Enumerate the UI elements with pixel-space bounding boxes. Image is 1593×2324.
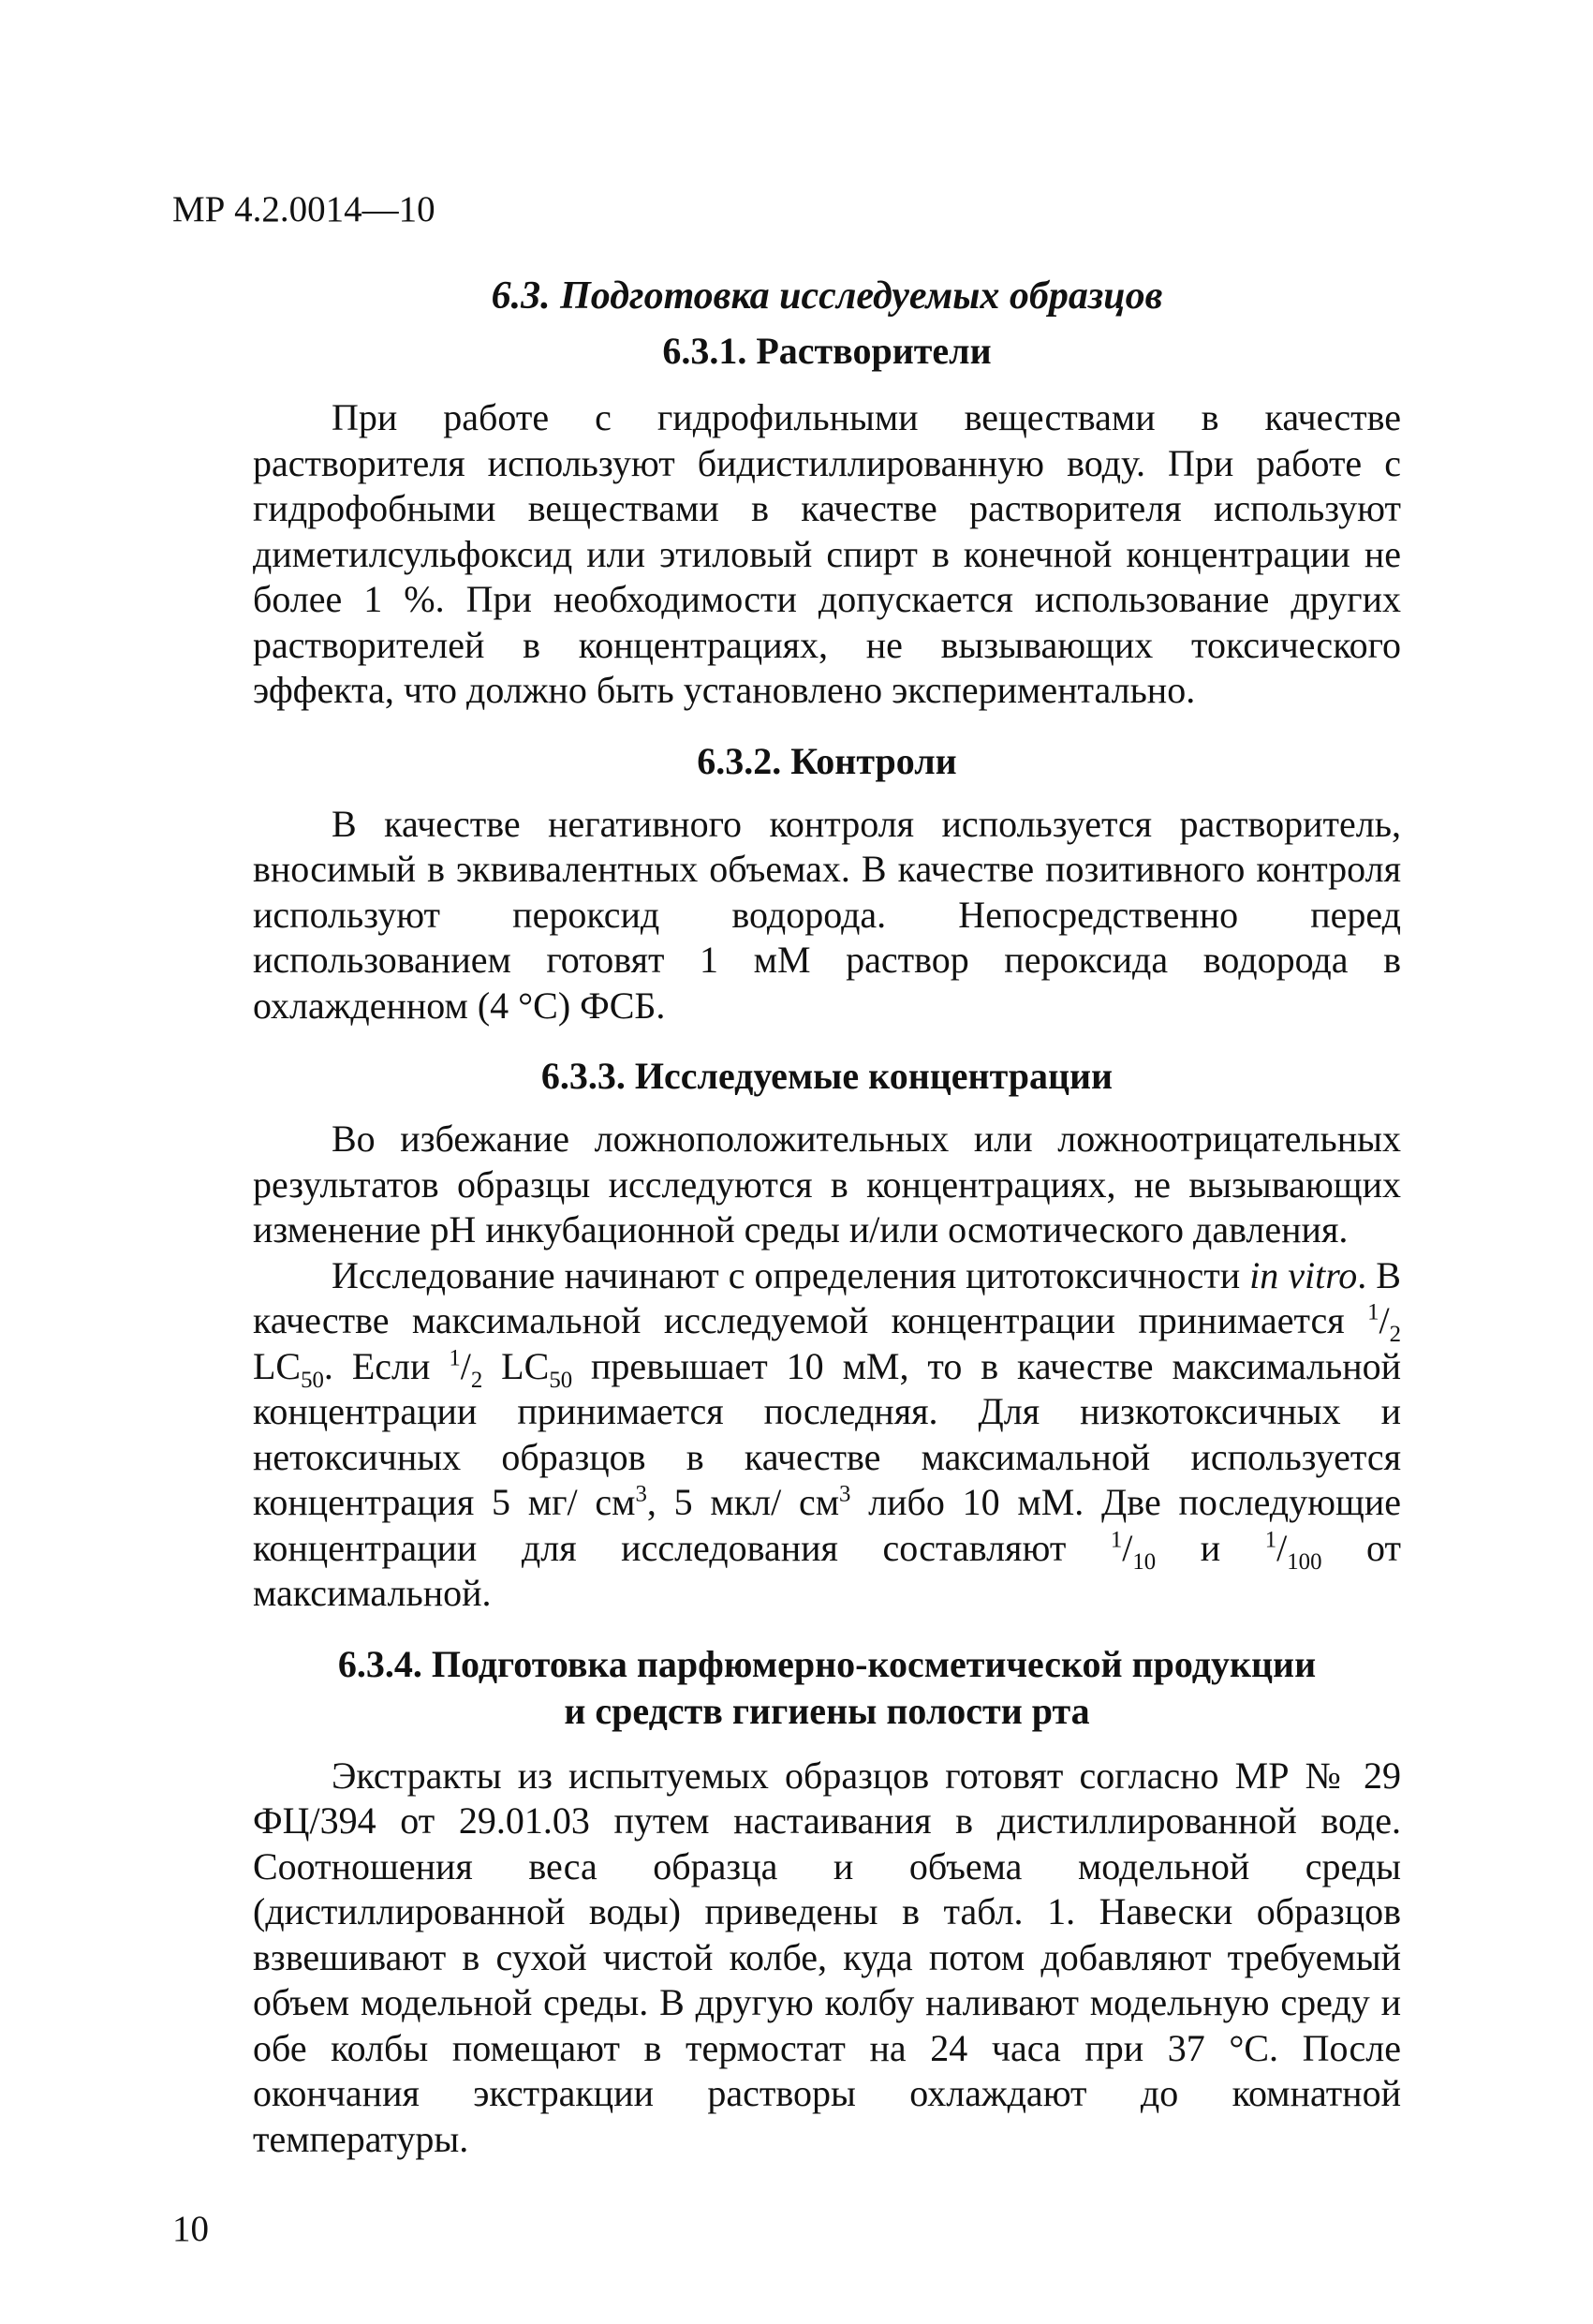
section-title: 6.3. Подготовка исследуемых образцов (491, 274, 1163, 318)
subsection-title-cosmetics: 6.3.4. Подготовка парфюмерно-косметической продукции и средств гигиены полости рта (337, 1642, 1317, 1732)
fraction-half: $^1/_2$ (449, 1344, 483, 1393)
page-number: 10 (172, 2209, 209, 2249)
fraction-half: $^1/_2$ (1367, 1299, 1401, 1347)
document-code: МР 4.2.0014—10 (172, 189, 435, 229)
paragraph-solvents: При работе с гидрофильными веществами в качестве растворителя используют бидистиллированную воду. При работе с гидрофобными веществами в качестве растворителя используют диметилсульфоксид или этиловый спирт в конечной концентрации не более 1 %. При необходимости допускается использование других растворителей в концентрациях, не вызывающих токсического эффекта, что должно быть установлено экспериментально. (253, 396, 1401, 711)
page-content (253, 272, 1401, 2162)
paragraph-cosmetics: Экстракты из испытуемых образцов готовят согласно МР № 29 ФЦ/394 от 29.01.03 путем настаивания в дистиллированной воде. Соотношения веса образца и объема модельной среды (дистиллированной воды) приведены в табл. 1. Навески образцов взвешивают в сухой чистой колбе, куда потом добавляют требуемый объем модельной среды. В другую колбу наливают модельную среду и обе колбы помещают в термостат на 24 часа при 37 °С. После окончания экстракции растворы охлаждают до комнатной температуры. (253, 1754, 1401, 2160)
subsection-title-controls: 6.3.2. Контроли (697, 739, 957, 782)
subsection-title-concentrations: 6.3.3. Исследуемые концентрации (540, 1055, 1114, 1097)
fraction-hundredth: $^1/_{100}$ (1264, 1526, 1322, 1575)
paragraph-concentrations-2: Исследование начинают с определения цитотоксичности in vitro. В качестве максимальной исследуемой концентрации принимается $^1/_2$ $LC_{50}$. Если $^1/_2$ $LC_{50}$ превышает 10 мМ, то в качестве максимальной концентрации принимается последняя. Для низкотоксичных и нетоксичных образцов в качестве максимальной используется концентрация 5 мг/ $см^3$, 5 мкл/ $см^3$ либо 10 мМ. Две последующие концентрации для исследования составляют $^1/_{10}$ и $^1/_{100}$ от максимальной. (253, 1253, 1402, 1614)
subsection-title-solvents: 6.3.1. Растворители (662, 330, 992, 372)
fraction-tenth: $^1/_{10}$ (1110, 1526, 1157, 1575)
paragraph-concentrations-1: Во избежание ложноположительных или ложноотрицательных результатов образцы исследуются в концентрациях, не вызывающих изменение pH инкубационной среды и/или осмотического давления. (253, 1118, 1401, 1251)
paragraph-controls: В качестве негативного контроля используется растворитель, вносимый в эквивалентных объемах. В качестве позитивного контроля используют пероксид водорода. Непосредственно перед использованием готовят 1 мМ раствор пероксида водорода в охлажденном (4 °С) ФСБ. (253, 802, 1401, 1027)
